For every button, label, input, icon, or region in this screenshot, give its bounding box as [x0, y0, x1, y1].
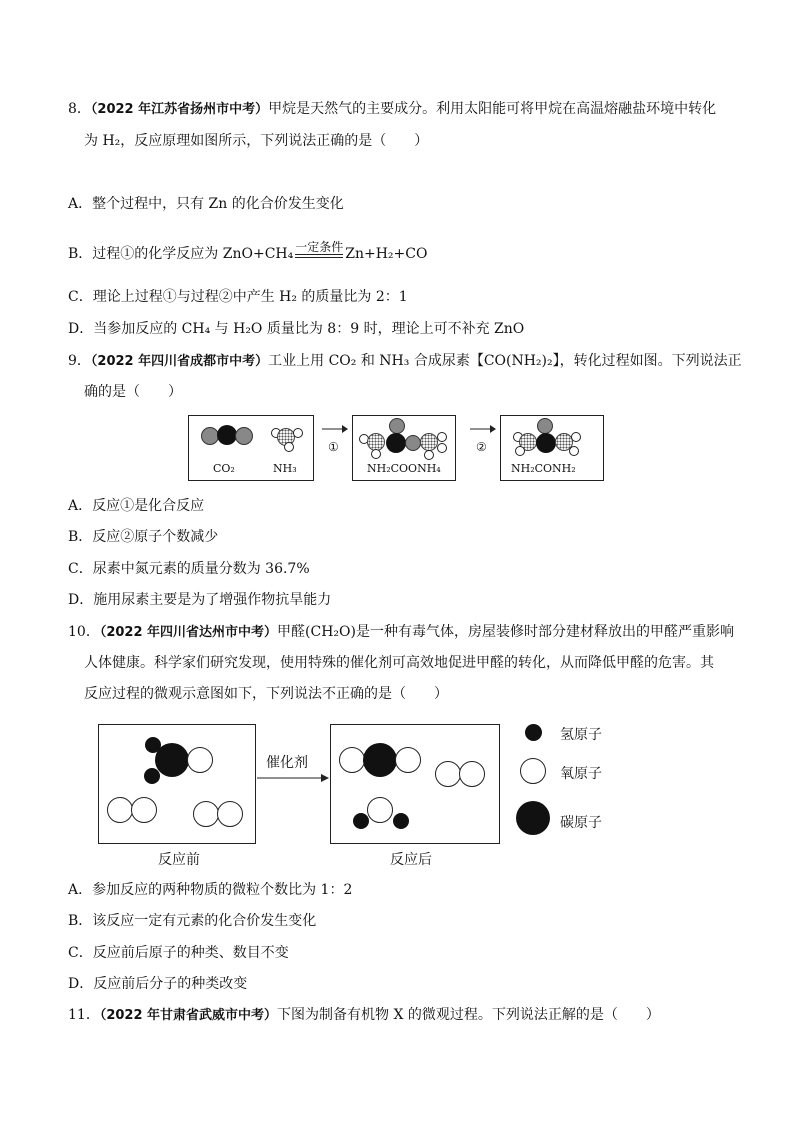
q8-option-b-reactants: B．过程①的化学反应为 ZnO+CH₄ — [68, 246, 294, 262]
q10-box-after — [330, 724, 500, 844]
legend-carbon: 碳原子 — [560, 815, 602, 831]
q8-stem-text1: 甲烷是天然气的主要成分。利用太阳能可将甲烷在高温熔融盐环境中转化 — [268, 101, 717, 117]
q8-option-d: D．当参加反应的 CH₄ 与 H₂O 质量比为 8：9 时，理论上可不补充 ZnO — [68, 321, 525, 337]
q10-stem-line3: 反应过程的微观示意图如下，下列说法不正确的是（ ） — [84, 686, 448, 702]
q8-condition-text: 一定条件 — [295, 240, 344, 254]
q11-number: 11． — [68, 1007, 100, 1023]
q8-option-b-products: Zn+H₂+CO — [345, 246, 428, 262]
legend-oxygen: 氧原子 — [560, 766, 602, 782]
q10-catalyst-label: 催化剂 — [266, 755, 308, 771]
q9-box-product — [500, 415, 604, 481]
hydrogen-atom-icon — [284, 442, 294, 452]
q10-arrow — [257, 773, 329, 783]
oxygen-atom-icon — [389, 418, 405, 434]
q9-label-co2: CO₂ — [213, 462, 235, 475]
oxygen-atom-icon — [405, 435, 421, 451]
q9-step-2: ② — [476, 440, 487, 454]
q8-source: （2022 年江苏省扬州市中考） — [90, 102, 269, 117]
q9-stem-line2: 确的是（ ） — [84, 384, 182, 400]
q8-option-c: C．理论上过程①与过程②中产生 H₂ 的质量比为 2：1 — [68, 289, 408, 305]
q8-number: 8． — [68, 101, 91, 117]
carbon-atom-icon — [217, 425, 237, 445]
q11-source: （2022 年甘肃省武威市中考） — [99, 1008, 278, 1023]
q9-box-intermediate — [352, 415, 456, 481]
q8-option-a: A．整个过程中，只有 Zn 的化合价发生变化 — [68, 196, 344, 212]
q8-stem-line2: 为 H₂，反应原理如图所示，下列说法正确的是（ ） — [84, 133, 429, 149]
q8-option-b — [68, 240, 427, 268]
oxygen-atom-icon — [537, 418, 553, 434]
hydrogen-atom-icon — [371, 449, 381, 459]
carbon-atom-icon — [386, 433, 406, 453]
hydrogen-atom-icon — [353, 813, 369, 829]
carbon-atom-icon — [363, 743, 397, 777]
q10-stem-text1: 甲醛(CH₂O)是一种有毒气体，房屋装修时部分建材释放出的甲醛严重影响 — [277, 624, 734, 640]
q10-box-before — [98, 724, 256, 844]
oxygen-atom-icon — [235, 427, 253, 445]
q11-stem-text1: 下图为制备有机物 X 的微观过程。下列说法正解的是（ ） — [277, 1007, 660, 1023]
q10-stem-line1 — [68, 622, 734, 643]
carbon-atom-icon — [536, 433, 556, 453]
q9-option-c: C．尿素中氮元素的质量分数为 36.7% — [68, 561, 310, 577]
hydrogen-atom-icon — [437, 443, 447, 453]
q9-box-reactants — [188, 415, 314, 481]
q10-option-c: C．反应前后原子的种类、数目不变 — [68, 945, 289, 961]
hydrogen-atom-icon — [571, 432, 581, 442]
q9-option-d: D．施用尿素主要是为了增强作物抗旱能力 — [68, 592, 332, 608]
q11-stem-line1 — [68, 1005, 660, 1026]
q9-label-intermediate: NH₂COONH₄ — [367, 462, 441, 475]
q9-label-nh3: NH₃ — [273, 462, 297, 475]
q10-option-a: A．参加反应的两种物质的微粒个数比为 1：2 — [68, 882, 353, 898]
oxygen-atom-icon — [131, 797, 157, 823]
q10-option-b: B．该反应一定有元素的化合价发生变化 — [68, 913, 317, 929]
oxygen-atom-icon — [367, 797, 393, 823]
q9-stem-text1: 工业上用 CO₂ 和 NH₃ 合成尿素【CO(NH₂)₂】，转化过程如图。下列说法正 — [268, 353, 742, 369]
hydrogen-atom-icon — [424, 450, 434, 460]
q9-option-a: A．反应①是化合反应 — [68, 498, 205, 514]
hydrogen-atom-icon — [569, 446, 579, 456]
q9-source: （2022 年四川省成都市中考） — [90, 354, 269, 369]
carbon-atom-icon — [155, 743, 189, 777]
q8-stem-line1 — [68, 99, 716, 120]
q9-stem-line1 — [68, 351, 742, 372]
q10-source: （2022 年四川省达州市中考） — [99, 625, 278, 640]
q8-reaction-condition — [295, 240, 343, 268]
q9-step-1: ① — [328, 440, 339, 454]
oxygen-atom-icon — [107, 797, 133, 823]
hydrogen-atom-icon — [437, 432, 447, 442]
q9-label-urea: NH₂CONH₂ — [511, 462, 576, 475]
q9-number: 9． — [68, 353, 91, 369]
oxygen-atom-icon — [217, 801, 243, 827]
oxygen-atom-icon — [187, 747, 213, 773]
hydrogen-atom-icon — [393, 813, 409, 829]
q10-option-d: D．反应前后分子的种类改变 — [68, 976, 248, 992]
oxygen-atom-icon — [193, 801, 219, 827]
q10-number: 10． — [68, 624, 100, 640]
oxygen-atom-icon — [339, 747, 365, 773]
q10-stem-line2: 人体健康。科学家们研究发现，使用特殊的催化剂可高效地促进甲醛的转化，从而降低甲醛的危害。其 — [84, 655, 714, 671]
hydrogen-atom-icon — [515, 446, 525, 456]
nitrogen-atom-icon — [420, 433, 438, 451]
q9-arrow-1 — [322, 424, 348, 434]
q9-arrow-2 — [470, 424, 496, 434]
hydrogen-atom-icon — [525, 724, 542, 741]
q9-option-b: B．反应②原子个数减少 — [68, 529, 219, 545]
carbon-atom-icon — [516, 801, 550, 835]
q10-label-after: 反应后 — [390, 852, 432, 868]
oxygen-atom-icon — [459, 761, 485, 787]
hydrogen-atom-icon — [293, 428, 303, 438]
oxygen-atom-icon — [395, 747, 421, 773]
q10-label-before: 反应前 — [158, 852, 200, 868]
oxygen-atom-icon — [435, 761, 461, 787]
oxygen-atom-icon — [520, 758, 546, 784]
legend-hydrogen: 氢原子 — [560, 727, 602, 743]
